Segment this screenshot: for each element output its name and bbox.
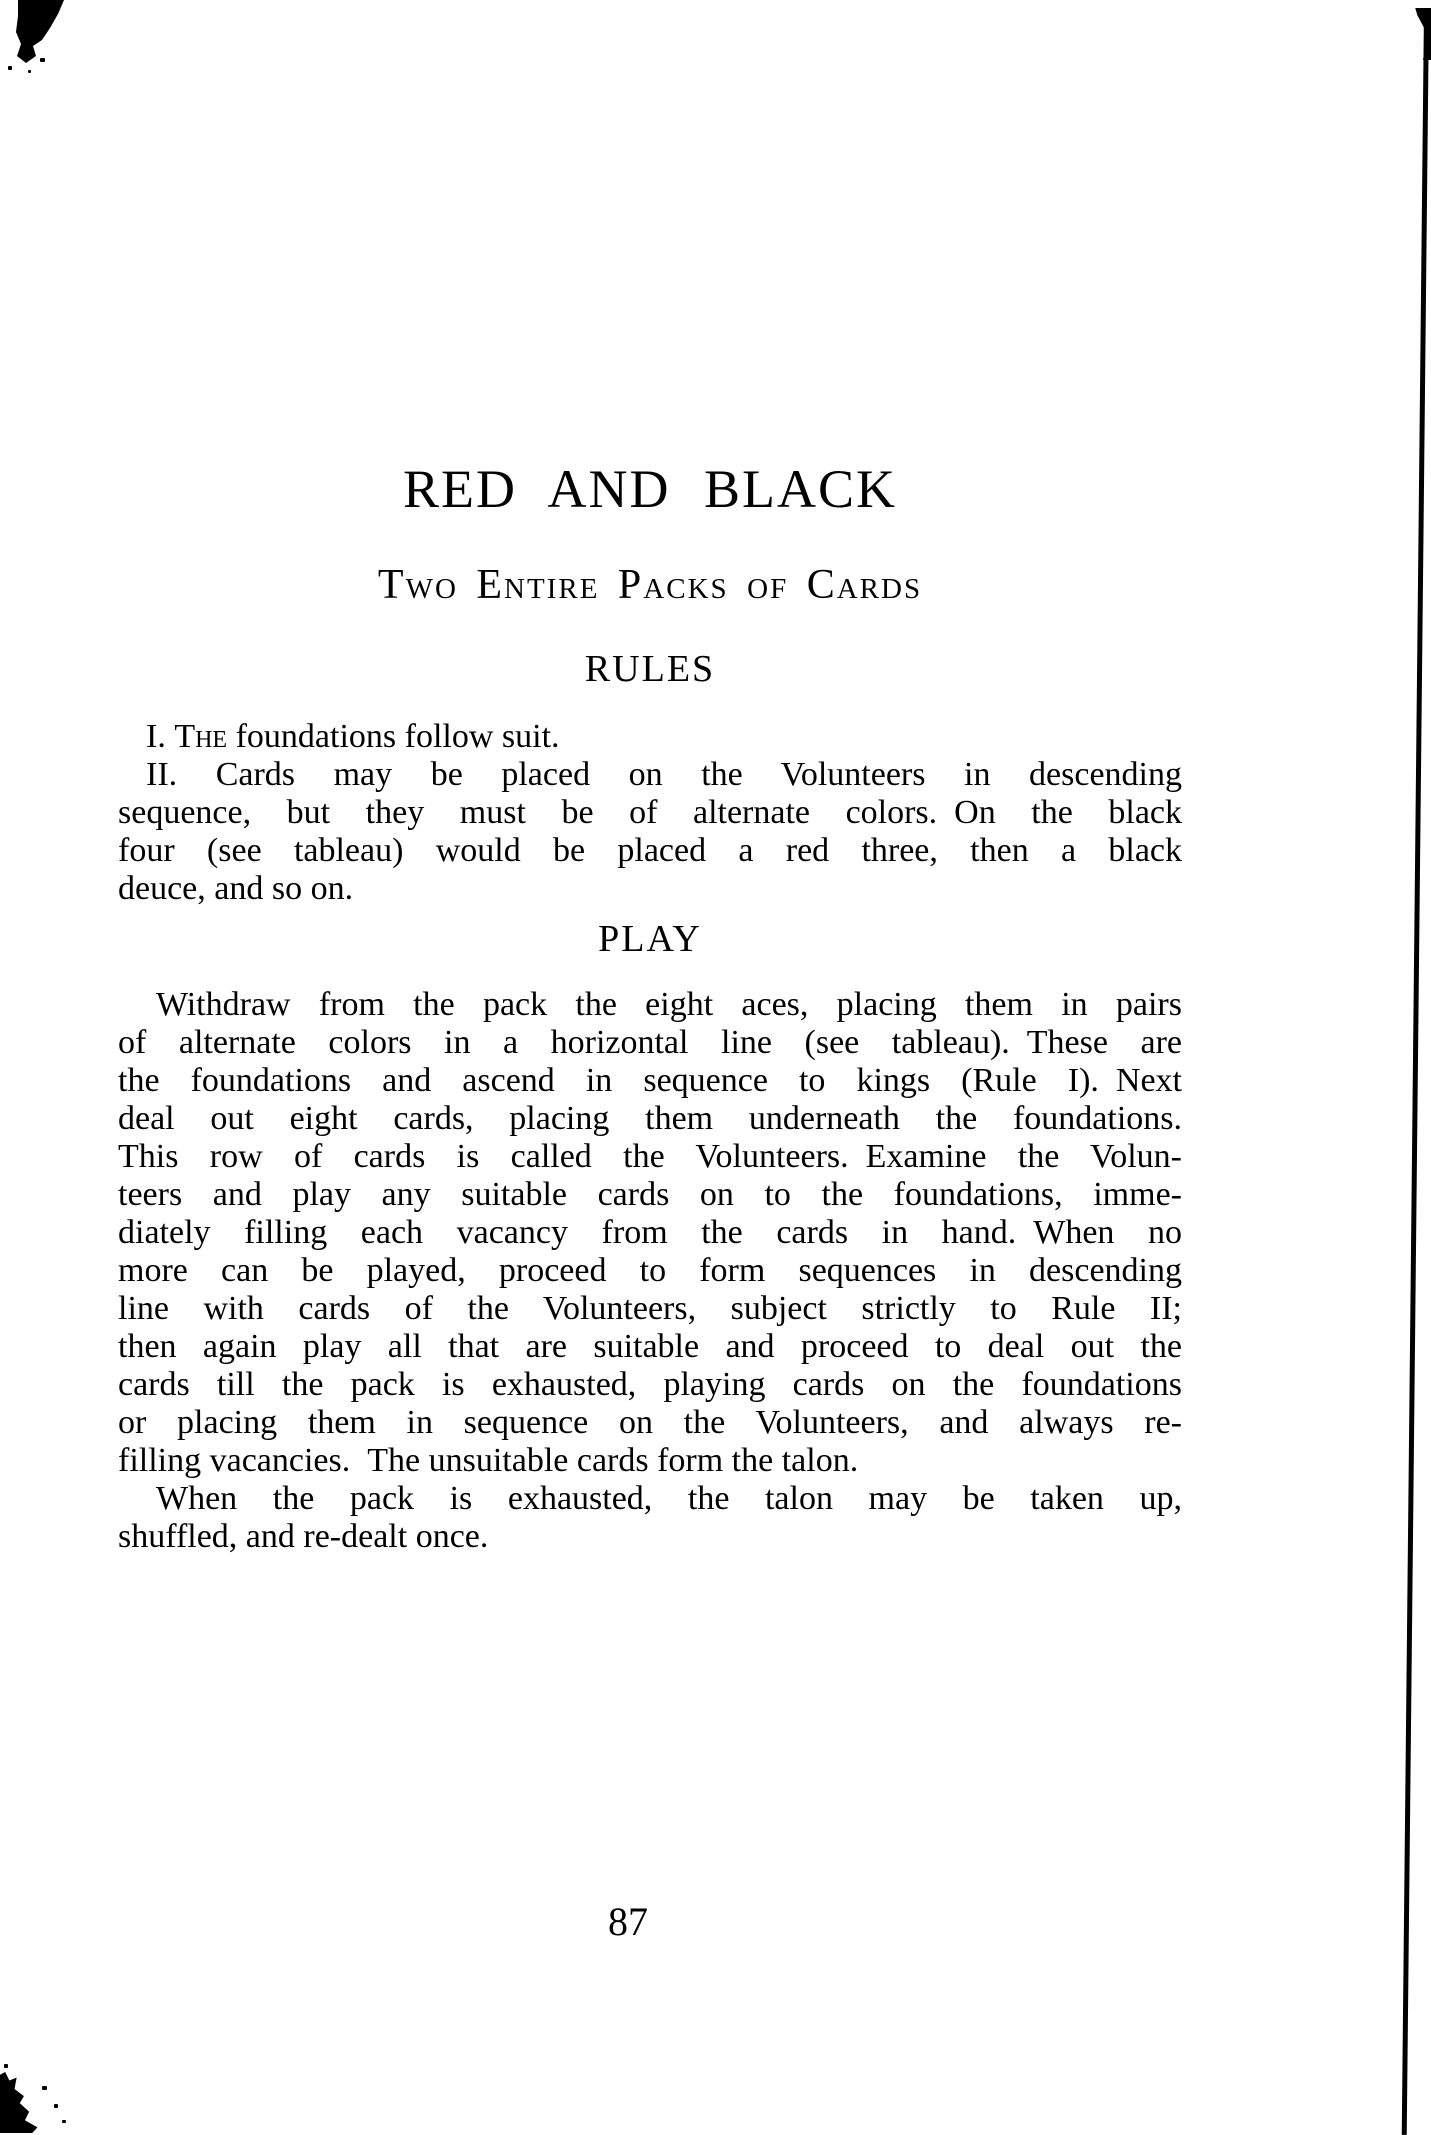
rules-section [118, 718, 1182, 908]
play-line: diately filling each vacancy from the cards in hand. When no [118, 1214, 1182, 1251]
play-line: or placing them in sequence on the Volunteers, and always re- [118, 1404, 1182, 1441]
scan-speck [28, 70, 31, 73]
play-line: the foundations and ascend in sequence to kings (Rule I). Next [118, 1062, 1182, 1099]
scan-speck [42, 2086, 47, 2090]
scan-right-edge-cap [1410, 8, 1431, 60]
page-title: RED AND BLACK [402, 459, 898, 519]
rule-text: foundations follow suit. [227, 718, 560, 755]
play-line: cards till the pack is exhausted, playing cards on the foundations [118, 1366, 1182, 1403]
scan-speck [40, 58, 45, 62]
play-line: then again play all that are suitable and proceed to deal out the [118, 1328, 1182, 1365]
play-section [118, 986, 1182, 1556]
scan-speck [8, 66, 12, 70]
play-line: teers and play any suitable cards on to the foundations, imme- [118, 1176, 1182, 1213]
play-line: When the pack is exhausted, the talon may be taken up, [156, 1480, 1182, 1517]
play-line: filling vacancies. The unsuitable cards form the talon. [118, 1442, 859, 1479]
rules-line-3: sequence, but they must be of alternate colors. On the black [118, 794, 1182, 831]
rules-line-5: deuce, and so on. [118, 870, 354, 907]
page-number: 87 [608, 1899, 648, 1944]
play-heading: PLAY [598, 918, 702, 960]
rules-line-1 [118, 718, 1182, 756]
play-line: shuffled, and re-dealt once. [118, 1518, 489, 1555]
page-subtitle: Two Entire Packs of Cards [377, 562, 923, 608]
rules-line-2: II. Cards may be placed on the Volunteers in descending [146, 756, 1182, 793]
page-content [118, 459, 1182, 1556]
play-line: deal out eight cards, placing them underneath the foundations. [118, 1100, 1182, 1137]
scan-speck [54, 2104, 58, 2108]
play-line: more can be played, proceed to form sequences in descending [118, 1252, 1182, 1289]
scan-right-edge-line [1402, 8, 1429, 2135]
rule-lead-word: The [174, 718, 228, 755]
play-line: Withdraw from the pack the eight aces, placing them in pairs [156, 986, 1182, 1023]
play-line: of alternate colors in a horizontal line (see tableau). These are [118, 1024, 1182, 1061]
rule-numeral: I. [146, 718, 175, 755]
play-line: line with cards of the Volunteers, subject strictly to Rule II; [118, 1290, 1182, 1327]
rules-line-4: four (see tableau) would be placed a red three, then a black [118, 832, 1182, 869]
play-line: This row of cards is called the Volunteers. Examine the Volun- [118, 1138, 1182, 1175]
scan-speck [4, 2064, 8, 2068]
scan-blotch-bottom-left [0, 2062, 52, 2133]
rules-heading: RULES [584, 648, 716, 690]
scan-speck [62, 2120, 66, 2123]
